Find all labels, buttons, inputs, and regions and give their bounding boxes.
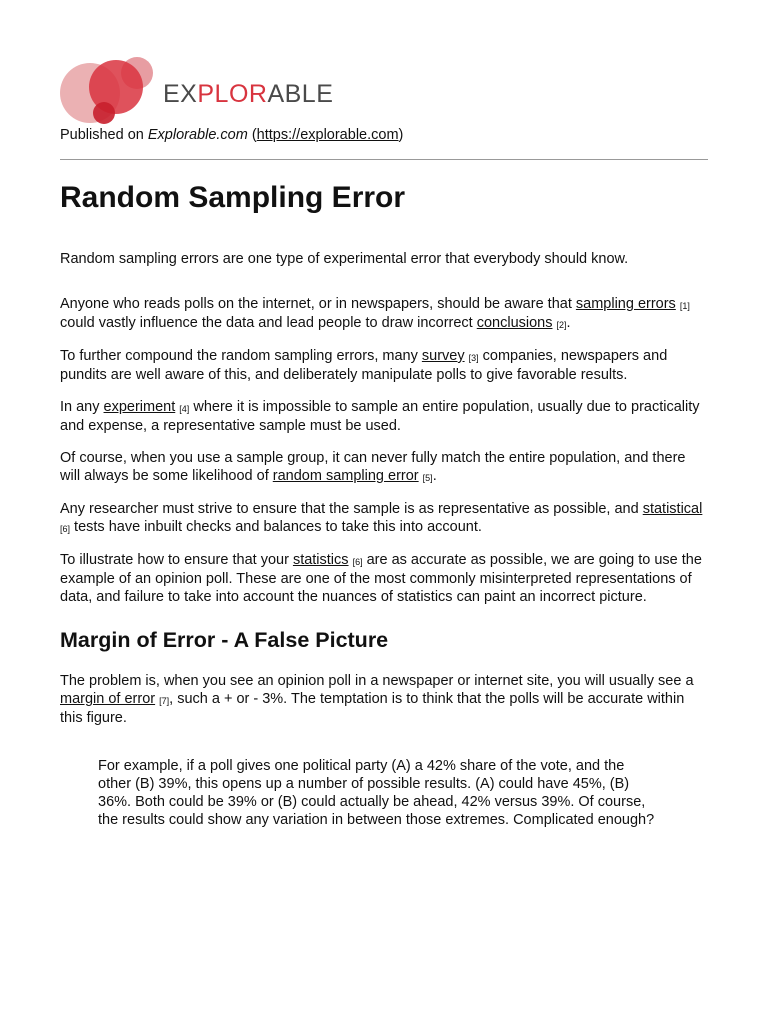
paragraph-5: Any researcher must strive to ensure that the sample is as representative as possible, and statistical [6] tests have inbuilt checks and balances to take this into account. — [60, 501, 703, 535]
reference-marker: [7] — [159, 696, 170, 706]
published-line: Published on Explorable.com (https://explorable.com) — [60, 127, 404, 143]
site-url-link[interactable]: https://explorable.com — [256, 127, 399, 143]
explorable-logo[interactable] — [58, 56, 334, 126]
link-sampling-errors[interactable]: sampling errors — [575, 296, 676, 312]
example-quote: For example, if a poll gives one political party (A) a 42% share of the vote, and the other (B) 39%, this opens up a number of possible results. (A) could have 45%, (B) 36%. Both could be 39% or (B) could actually be ahead, 42% versus 39%. Of course, the results could show any variation in between those extremes. Complicated enough? — [98, 758, 655, 828]
link-statistics[interactable]: statistics — [292, 552, 349, 568]
reference-marker: [2] — [556, 320, 567, 330]
page-title: Random Sampling Error — [60, 181, 406, 214]
reference-marker: [4] — [179, 404, 190, 414]
link-survey[interactable]: survey — [421, 348, 465, 364]
logo-wordmark: EXPLORABLE — [163, 80, 334, 108]
header-divider — [60, 159, 708, 160]
link-conclusions[interactable]: conclusions — [476, 315, 553, 331]
link-margin-of-error[interactable]: margin of error — [60, 691, 156, 707]
article-body — [60, 250, 708, 829]
paragraph-1: Anyone who reads polls on the internet, or in newspapers, should be aware that sampling errors [1] could vastly influence the data and lead people to draw incorrect conclusions [2]. — [60, 296, 690, 331]
paragraph-7: The problem is, when you see an opinion poll in a newspaper or internet site, you will usually see a margin of error [7], such a + or - 3%. The temptation is to think that the polls will be accurate within this figure. — [60, 673, 694, 726]
paragraph-3: In any experiment [4] where it is impossible to sample an entire population, usually due to practicality and expense, a representative sample must be used. — [60, 399, 700, 434]
intro-paragraph: Random sampling errors are one type of experimental error that everybody should know. — [60, 251, 629, 267]
reference-marker: [6] — [60, 524, 71, 534]
reference-marker: [1] — [679, 301, 690, 311]
link-statistical[interactable]: statistical — [642, 501, 703, 517]
published-prefix: Published on — [60, 127, 148, 143]
section-heading: Margin of Error - A False Picture — [60, 628, 389, 652]
logo-circles-icon — [58, 56, 158, 126]
paragraph-2: To further compound the random sampling errors, many survey [3] companies, newspapers and pundits are well aware of this, and deliberately manipulate polls to give favorable results. — [60, 348, 668, 383]
reference-marker: [3] — [468, 353, 479, 363]
link-experiment[interactable]: experiment — [103, 399, 176, 415]
site-name: Explorable.com — [147, 127, 248, 143]
paragraph-4: Of course, when you use a sample group, it can never fully match the entire population, and there will always be some likelihood of random sampling error [5]. — [60, 450, 686, 484]
paragraph-6: To illustrate how to ensure that your statistics [6] are as accurate as possible, we are going to use the example of an opinion poll. These are one of the most commonly misinterpreted representations of data, and failure to take into account the nuances of statistics can paint an incorrect picture. — [60, 552, 702, 605]
link-random-sampling-error[interactable]: random sampling error — [272, 468, 419, 484]
reference-marker: [5] — [422, 473, 433, 483]
reference-marker: [6] — [352, 557, 363, 567]
